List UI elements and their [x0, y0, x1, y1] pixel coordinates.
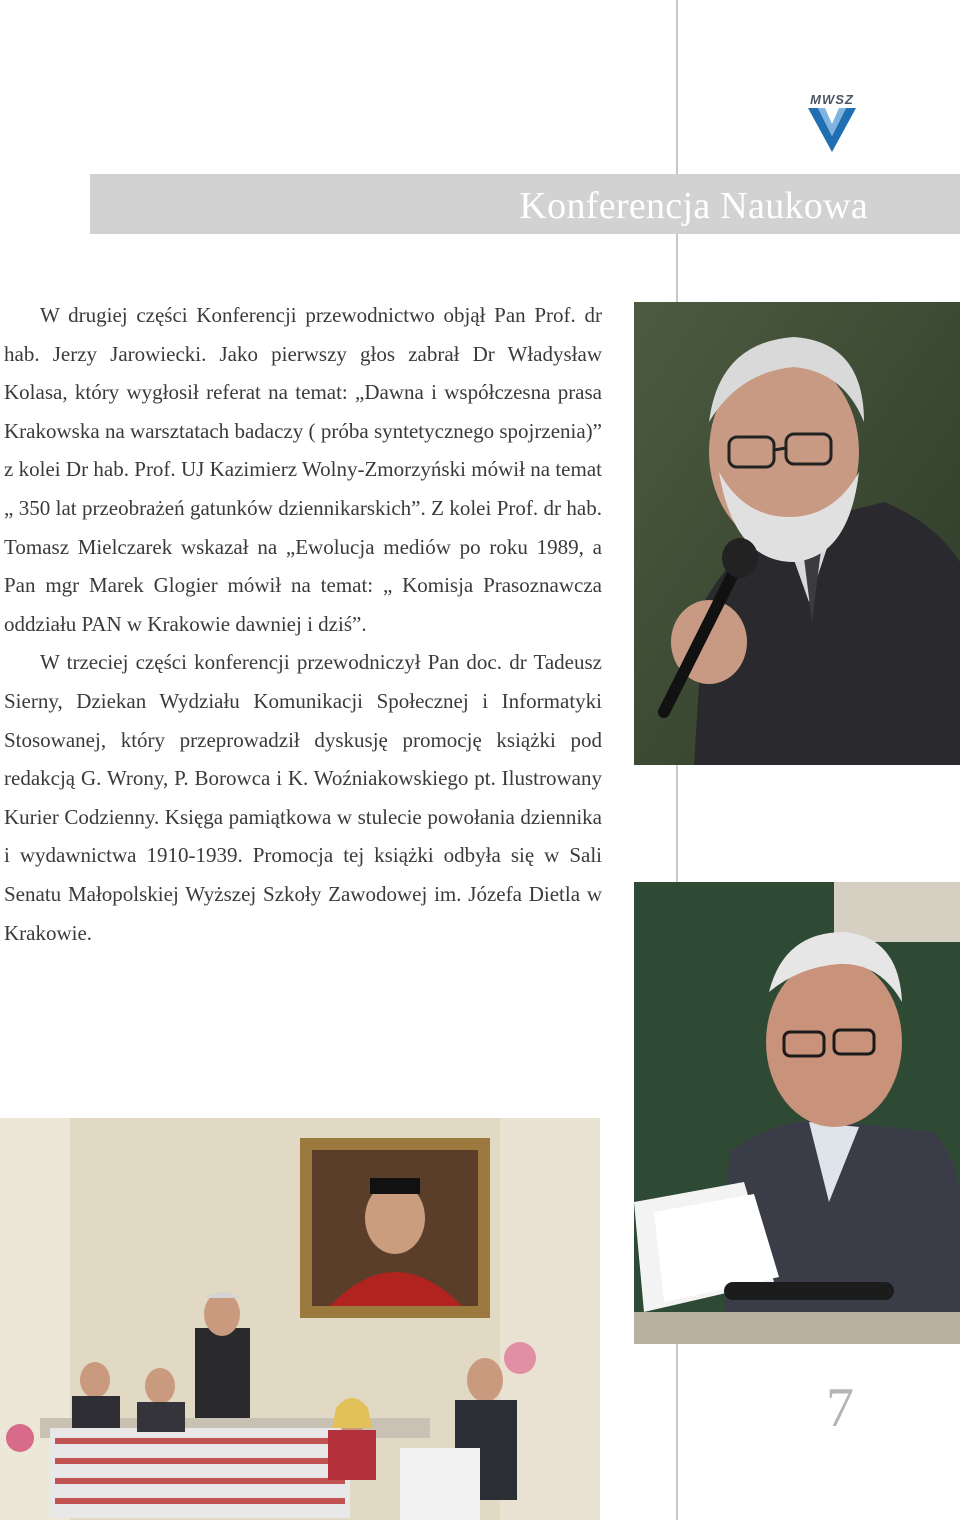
- logo-emblem-icon: [806, 106, 858, 154]
- page-title: Konferencja Naukowa: [519, 185, 868, 227]
- title-banner: [90, 174, 960, 234]
- photo-conference-hall-panel: [0, 1118, 600, 1520]
- paragraph: W trzeciej części konferencji przewodniczył Pan doc. dr Tadeusz Sierny, Dziekan Wydziału Komunikacji Społecznej i Informatyki Stosowanej, który przeprowadził dyskusję promocję książki pod redakcją G. Wrony, P. Borowca i K. Woźniakowskiego pt. Ilustrowany Kurier Codzienny. Księga pamiątkowa w stulecie powołania dziennika i wydawnictwa 1910-1939. Promocja tej książki odbyła się w Sali Senatu Małopolskiej Wyższej Szkoły Zawodowej im. Józefa Dietla w Krakowie.: [4, 650, 602, 945]
- photo-speaker-with-microphone: [634, 302, 960, 765]
- page-number: 7: [826, 1377, 854, 1439]
- article-body: [4, 296, 602, 952]
- photo-elderly-man-reading: [634, 882, 960, 1344]
- logo-text: MWSZ: [810, 92, 854, 107]
- mwsz-logo: [800, 92, 864, 156]
- paragraph: W drugiej części Konferencji przewodnictwo objął Pan Prof. dr hab. Jerzy Jarowiecki. Jako pierwszy głos zabrał Dr Władysław Kolasa, który wygłosił referat na temat: „Dawna i współczesna prasa Krakowska na warsztatach badaczy ( próba syntetycznego spojrzenia)” z kolei Dr hab. Prof. UJ Kazimierz Wolny-Zmorzyński mówił na temat „ 350 lat przeobrażeń gatunków dziennikarskich”. Z kolei Prof. dr hab. Tomasz Mielczarek wskazał na „Ewolucja mediów po roku 1989, a Pan mgr Marek Glogier mówił na temat: „ Komisja Prasoznawcza oddziału PAN w Krakowie dawniej i dziś”.: [4, 303, 602, 636]
